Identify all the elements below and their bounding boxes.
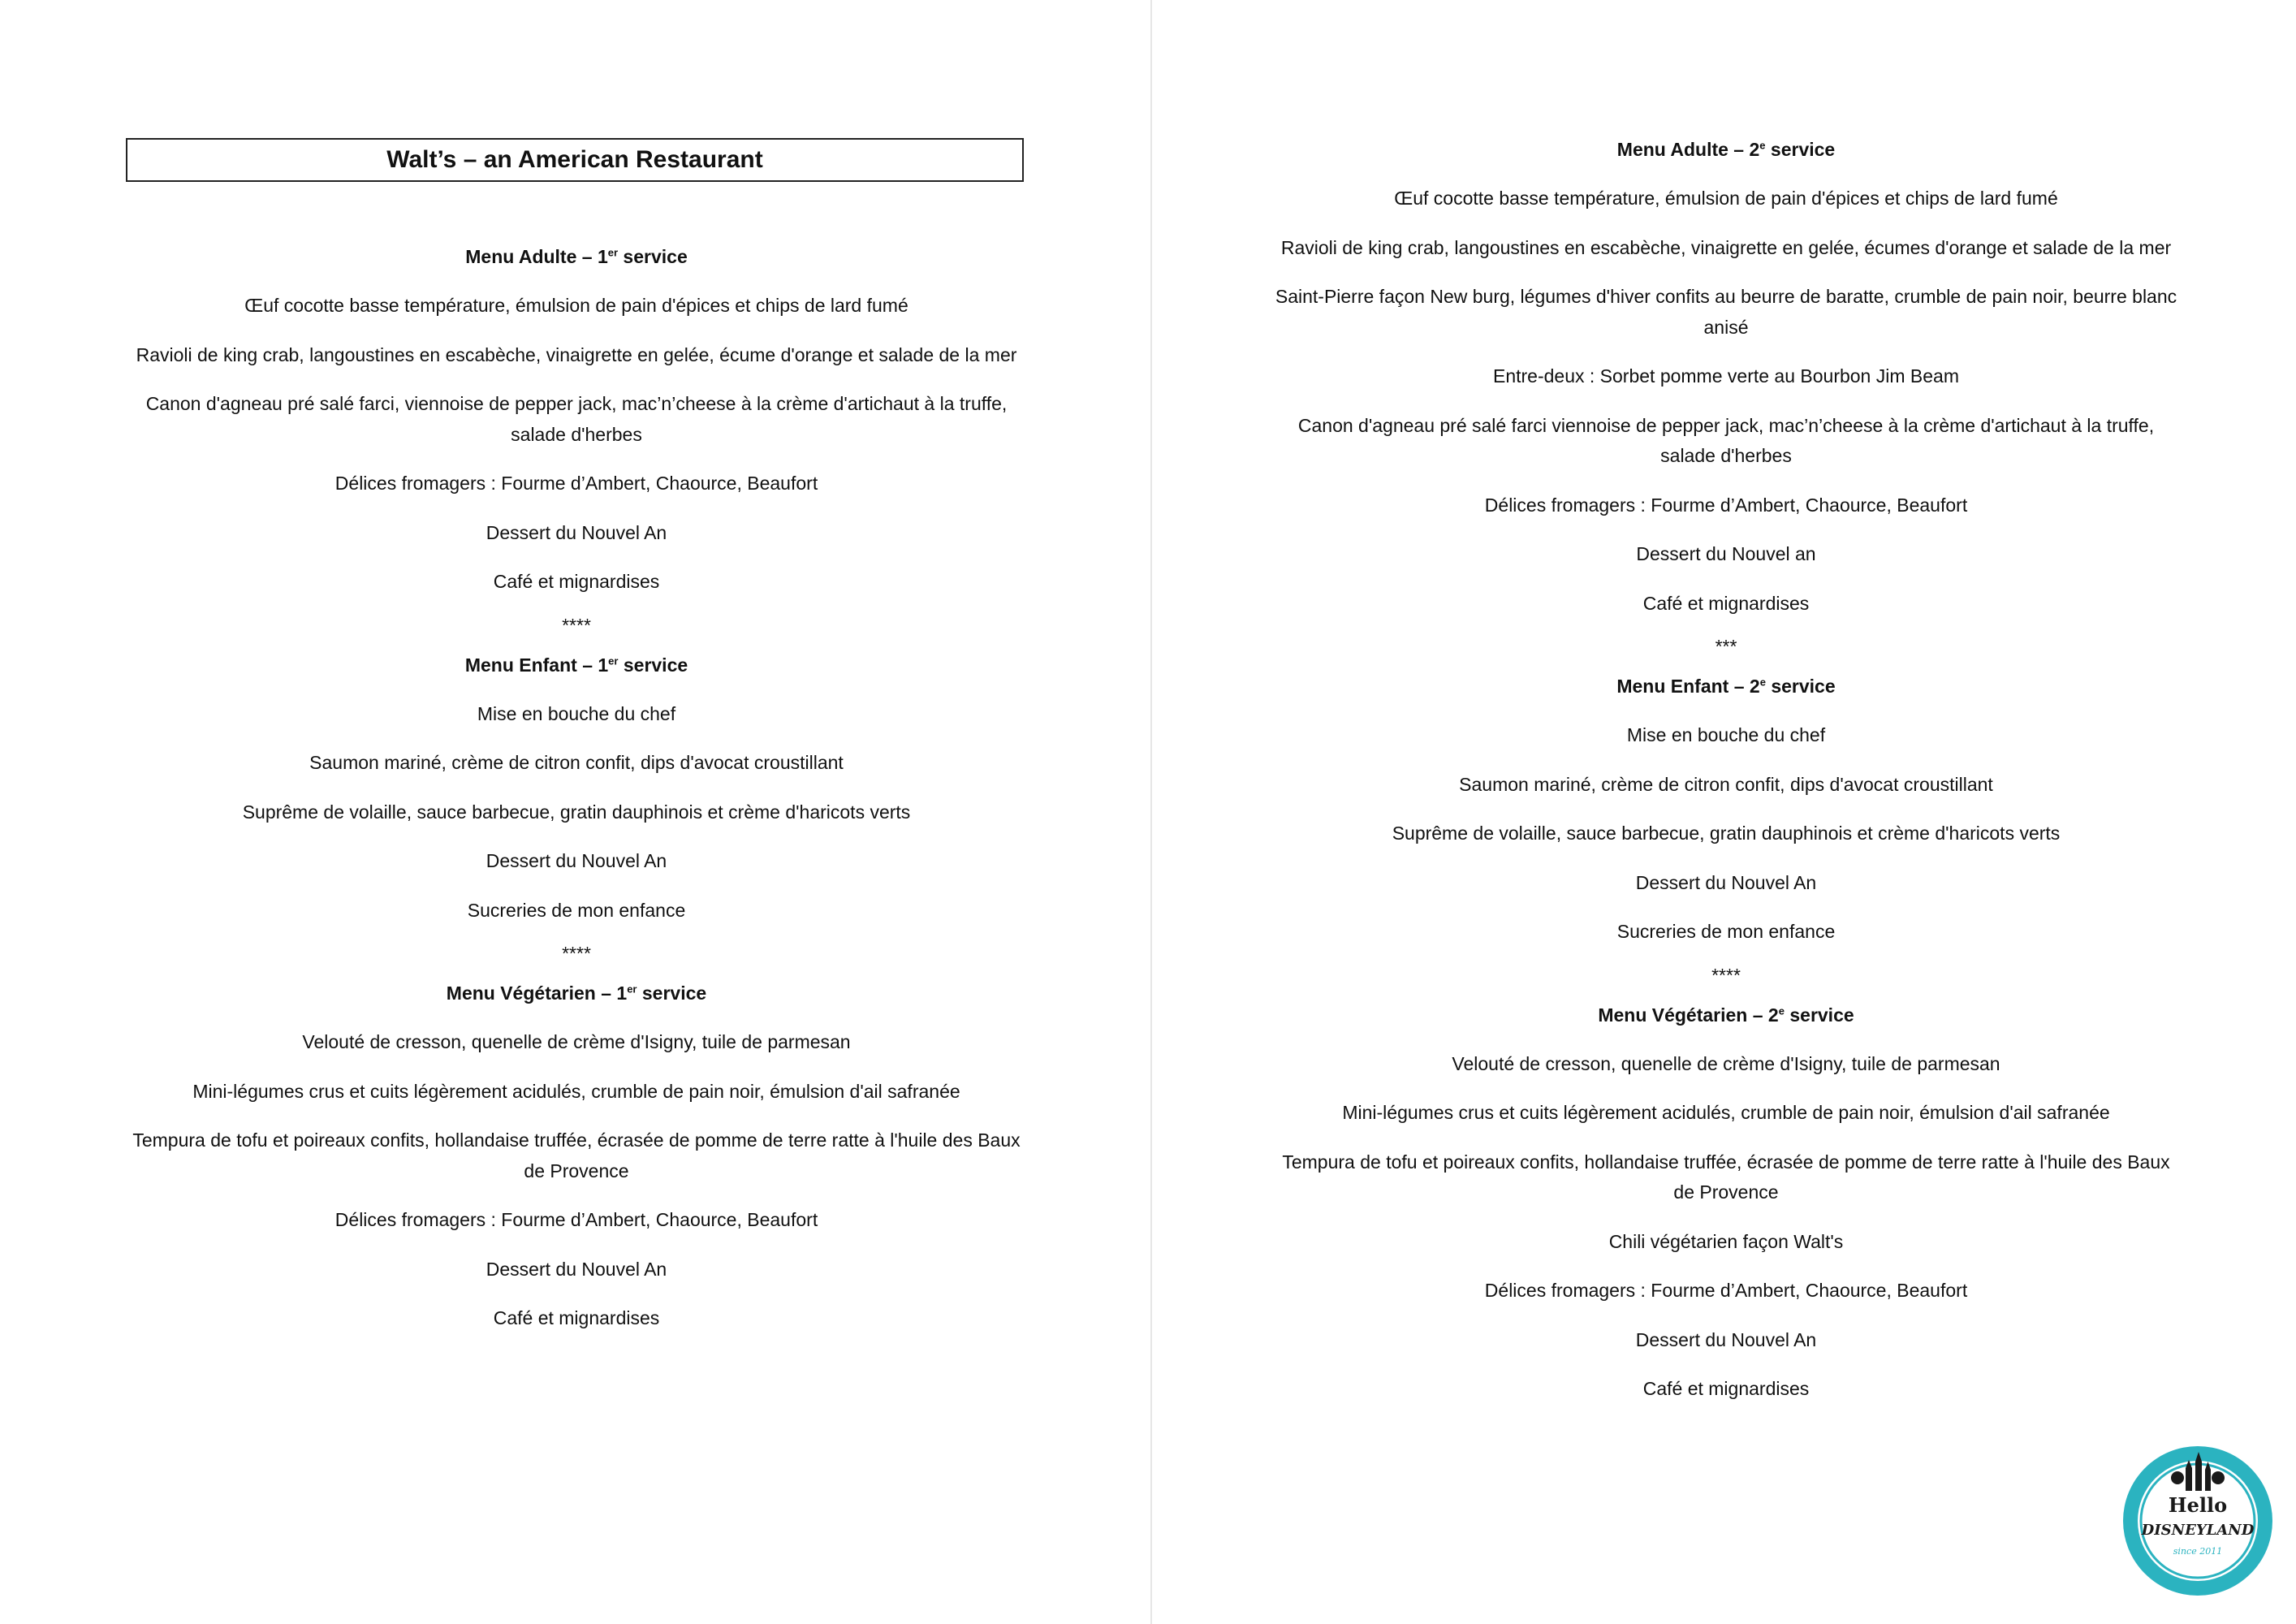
menu-heading-superscript: er — [627, 983, 637, 996]
menu-heading-tail: service — [1765, 676, 1836, 697]
right-page-column — [1271, 136, 2181, 1423]
section-separator: *** — [1715, 636, 1737, 657]
menu-item: Café et mignardises — [1642, 592, 1810, 614]
menu-item: Chili végétarien façon Walt's — [1608, 1230, 1844, 1252]
menu-item: Œuf cocotte basse température, émulsion de pain d'épices et chips de lard fumé — [244, 295, 908, 316]
menu-item: Mini-légumes crus et cuits légèrement acidulés, crumble de pain noir, émulsion d'ail safranée — [1342, 1102, 2110, 1123]
menu-item: Saumon mariné, crème de citron confit, dips d'avocat croustillant — [1459, 773, 1993, 795]
menu-item: Suprême de volaille, sauce barbecue, gratin dauphinois et crème d'haricots verts — [1392, 823, 2061, 844]
menu-item: Café et mignardises — [1642, 1378, 1810, 1399]
menu-item: Ravioli de king crab, langoustines en escabèche, vinaigrette en gelée, écumes d'orange et salade de la mer — [1280, 236, 2172, 258]
hello-disneyland-logo — [2121, 1444, 2275, 1598]
menu-item: Mini-légumes crus et cuits légèrement acidulés, crumble de pain noir, émulsion d'ail safranée — [192, 1080, 960, 1102]
menu-heading-text: Menu Enfant – 1 — [464, 654, 609, 676]
menu-item: Café et mignardises — [493, 1307, 660, 1328]
menu-item: Mise en bouche du chef — [477, 702, 676, 724]
menu-heading-text: Menu Enfant – 2 — [1616, 676, 1760, 697]
restaurant-title-box — [126, 138, 1024, 182]
left-page-column — [128, 244, 1025, 1353]
section-separator: **** — [1711, 964, 1741, 986]
menu-item: Suprême de volaille, sauce barbecue, gratin dauphinois et crème d'haricots verts — [242, 801, 911, 823]
menu-item: Sucreries de mon enfance — [467, 899, 686, 921]
menu-heading-superscript: er — [608, 654, 619, 667]
menu-heading — [128, 652, 1025, 678]
menu-item: Sucreries de mon enfance — [1616, 921, 1836, 942]
menu-item: Mise en bouche du chef — [1626, 724, 1826, 745]
menu-item: Saint-Pierre façon New burg, légumes d'hiver confits au beurre de baratte, crumble de pain noir, beurre blanc anisé — [1275, 286, 2177, 338]
menu-item: Dessert du Nouvel An — [486, 850, 667, 871]
menu-heading-tail: service — [618, 654, 688, 676]
section-separator: **** — [562, 943, 591, 964]
menu-heading-text: Menu Végétarien – 2 — [1598, 1004, 1779, 1026]
menu-item: Velouté de cresson, quenelle de crème d'Isigny, tuile de parmesan — [302, 1031, 851, 1052]
menu-item: Délices fromagers : Fourme d’Ambert, Chaource, Beaufort — [1484, 1280, 1968, 1301]
menu-item: Dessert du Nouvel An — [486, 521, 667, 543]
menu-heading-tail: service — [1784, 1004, 1854, 1026]
menu-heading-tail: service — [618, 246, 688, 267]
menu-heading — [1271, 136, 2181, 162]
menu-heading — [128, 244, 1025, 270]
page-divider — [1150, 0, 1152, 1624]
menu-item: Tempura de tofu et poireaux confits, hollandaise truffée, écrasée de pomme de terre ratte à l'huile des Baux de Provence — [1282, 1151, 2170, 1203]
menu-heading-text: Menu Adulte – 2 — [1616, 139, 1760, 160]
logo-badge-icon — [2123, 1446, 2272, 1596]
menu-heading-superscript: e — [1759, 676, 1766, 689]
menu-item: Œuf cocotte basse température, émulsion de pain d'épices et chips de lard fumé — [1394, 188, 2058, 209]
menu-item: Dessert du Nouvel an — [1636, 543, 1816, 564]
menu-heading-tail: service — [1765, 139, 1836, 160]
restaurant-title: Walt’s – an American Restaurant — [386, 146, 763, 173]
logo-hello: Hello — [2168, 1493, 2228, 1517]
menu-heading-superscript: e — [1759, 139, 1766, 152]
menu-item: Café et mignardises — [493, 571, 660, 592]
menu-heading — [1271, 1002, 2181, 1028]
menu-item: Délices fromagers : Fourme d’Ambert, Chaource, Beaufort — [334, 1209, 818, 1230]
menu-item: Entre-deux : Sorbet pomme verte au Bourbon Jim Beam — [1492, 365, 1959, 387]
menu-heading-text: Menu Végétarien – 1 — [446, 983, 628, 1004]
logo-disneyland: DISNEYLAND — [2141, 1522, 2255, 1539]
menu-heading-text: Menu Adulte – 1 — [465, 246, 608, 267]
menu-item: Canon d'agneau pré salé farci, viennoise de pepper jack, mac’n’cheese à la crème d'artichaut à la truffe, salade d'herbes — [145, 393, 1008, 445]
menu-heading-tail: service — [637, 983, 707, 1004]
menu-heading-superscript: e — [1778, 1004, 1785, 1017]
menu-item: Délices fromagers : Fourme d’Ambert, Chaource, Beaufort — [1484, 494, 1968, 516]
menu-heading — [128, 980, 1025, 1006]
section-separator: **** — [562, 614, 591, 636]
menu-item: Ravioli de king crab, langoustines en escabèche, vinaigrette en gelée, écume d'orange et salade de la mer — [136, 343, 1017, 365]
menu-item: Dessert du Nouvel An — [1635, 1328, 1817, 1350]
menu-item: Délices fromagers : Fourme d’Ambert, Chaource, Beaufort — [334, 473, 818, 494]
menu-item: Canon d'agneau pré salé farci viennoise de pepper jack, mac’n’cheese à la crème d'artichaut à la truffe, salade d'herbes — [1297, 414, 2155, 466]
menu-item: Tempura de tofu et poireaux confits, hollandaise truffée, écrasée de pomme de terre ratte à l'huile des Baux de Provence — [132, 1129, 1021, 1181]
logo-since: since 2011 — [2173, 1546, 2223, 1557]
menu-item: Dessert du Nouvel An — [1635, 871, 1817, 893]
menu-heading — [1271, 673, 2181, 699]
menu-heading-superscript: er — [607, 246, 619, 259]
menu-item: Dessert du Nouvel An — [486, 1258, 667, 1280]
menu-item: Velouté de cresson, quenelle de crème d'Isigny, tuile de parmesan — [1452, 1052, 2000, 1074]
menu-item: Saumon mariné, crème de citron confit, dips d'avocat croustillant — [309, 752, 844, 773]
